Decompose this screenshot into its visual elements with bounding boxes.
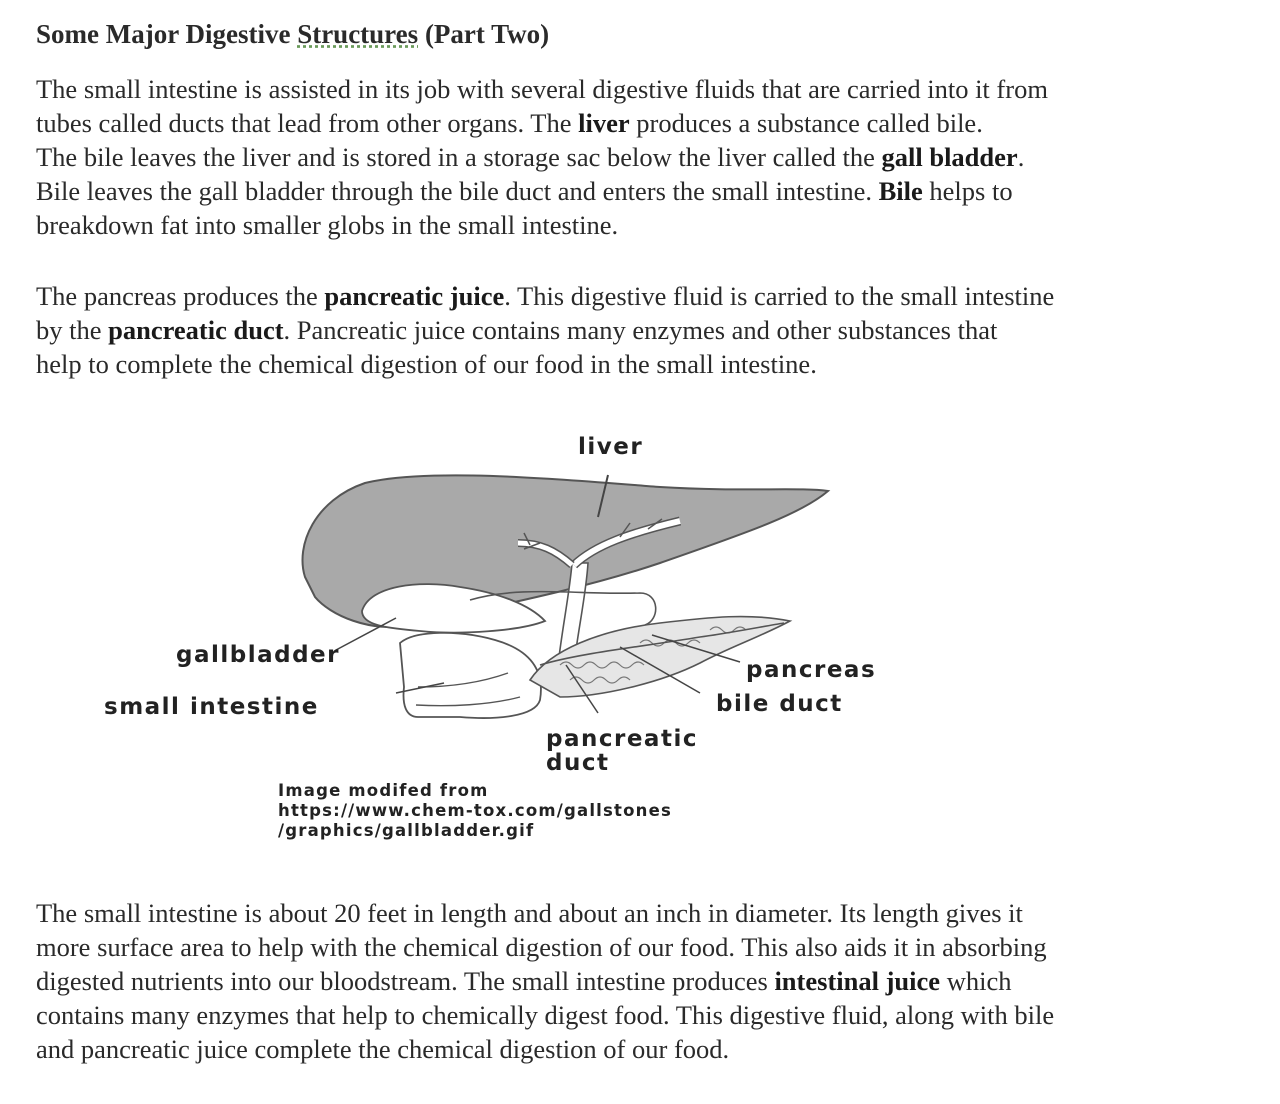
- text-segment: . This digestive fluid is carried to the small intestine: [504, 281, 1055, 311]
- title-part-a: Some Major Digestive: [36, 19, 298, 49]
- term-bile: Bile: [878, 176, 923, 206]
- digestive-organs-figure: [100, 425, 940, 855]
- text-segment: The pancreas produces the: [36, 281, 325, 311]
- paragraph-small-intestine: [36, 896, 1054, 1066]
- label-pancreatic-duct-line1: pancreatic: [546, 726, 698, 752]
- text-segment: tubes called ducts that lead from other organs. The: [36, 108, 579, 138]
- text-line: and pancreatic juice complete the chemical digestion of our food.: [36, 1034, 730, 1064]
- text-line: breakdown fat into smaller globs in the small intestine.: [36, 210, 619, 240]
- label-gallbladder: gallbladder: [176, 642, 340, 668]
- text-line: contains many enzymes that help to chemically digest food. This digestive fluid, along with bile: [36, 1000, 1055, 1030]
- title-part-structures: Structures: [297, 19, 419, 49]
- paragraph-bile: [36, 72, 1048, 242]
- term-gall-bladder: gall bladder: [881, 142, 1018, 172]
- label-bile-duct: bile duct: [716, 691, 843, 717]
- text-segment: The bile leaves the liver and is stored in a storage sac below the liver called the: [36, 142, 882, 172]
- paragraph-pancreas: [36, 279, 1054, 381]
- text-segment: Bile leaves the gall bladder through the bile duct and enters the small intestine.: [36, 176, 879, 206]
- text-line: The small intestine is assisted in its job with several digestive fluids that are carried into it from: [36, 74, 1048, 104]
- label-small-intestine: small intestine: [104, 694, 319, 720]
- label-liver: liver: [578, 434, 644, 460]
- text-segment: by the: [36, 315, 109, 345]
- text-segment: produces a substance called bile.: [629, 108, 983, 138]
- title-part-c: (Part Two): [418, 19, 550, 49]
- credit-line: Image modifed from: [278, 781, 489, 800]
- label-pancreas: pancreas: [746, 657, 877, 683]
- text-segment: digested nutrients into our bloodstream. The small intestine produces: [36, 966, 775, 996]
- credit-url: https://www.chem-tox.com/gallstones: [278, 801, 673, 820]
- term-liver: liver: [578, 108, 630, 138]
- text-segment: . Pancreatic juice contains many enzymes and other substances that: [283, 315, 998, 345]
- term-pancreatic-duct: pancreatic duct: [108, 315, 284, 345]
- credit-path: /graphics/gallbladder.gif: [278, 821, 535, 840]
- image-credit: [278, 781, 672, 841]
- text-line: help to complete the chemical digestion of our food in the small intestine.: [36, 349, 817, 379]
- text-segment: helps to: [922, 176, 1013, 206]
- text-segment: which: [940, 966, 1012, 996]
- page-title: [36, 14, 549, 54]
- label-pancreatic-duct-line2: duct: [546, 750, 610, 776]
- text-line: more surface area to help with the chemical digestion of our food. This also aids it in absorbing: [36, 932, 1047, 962]
- term-pancreatic-juice: pancreatic juice: [324, 281, 505, 311]
- text-segment: .: [1017, 142, 1025, 172]
- text-line: The small intestine is about 20 feet in length and about an inch in diameter. Its length gives it: [36, 898, 1023, 928]
- term-intestinal-juice: intestinal juice: [774, 966, 941, 996]
